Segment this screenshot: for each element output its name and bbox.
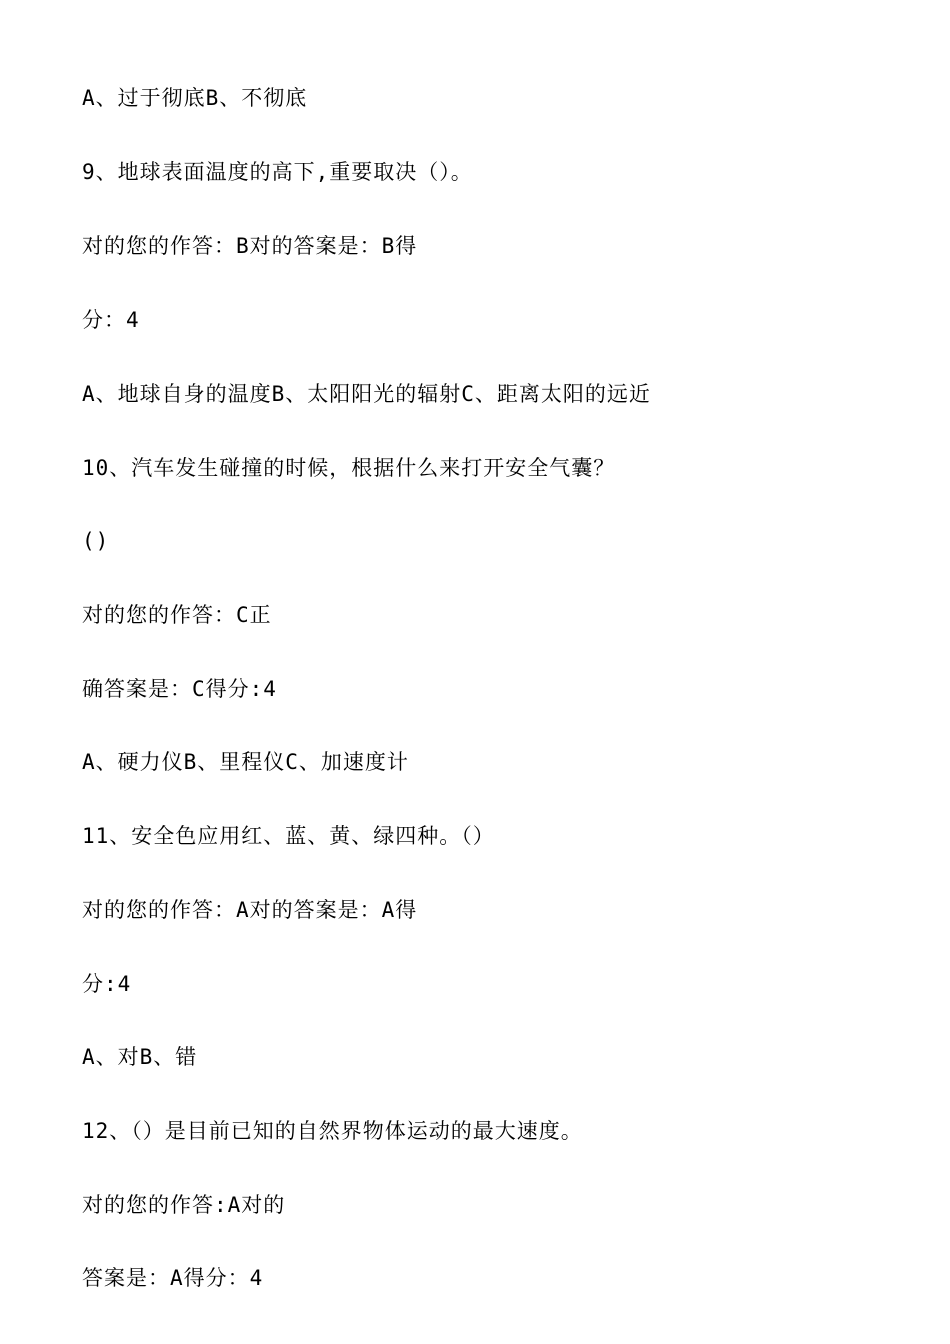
answer-line-q10: 对的您的作答：C正 (82, 603, 272, 627)
score-line-q11: 分:4 (82, 972, 132, 996)
option-line-q11: A、对B、错 (82, 1045, 198, 1069)
question-10: 10、汽车发生碰撞的时候，根据什么来打开安全气囊？ (82, 456, 616, 480)
answer-line-q11: 对的您的作答：A对的答案是：A得 (82, 898, 418, 922)
score-line-q12: 答案是：A得分：4 (82, 1266, 264, 1290)
option-line-q9: A、地球自身的温度B、太阳阳光的辐射C、距离太阳的远近 (82, 382, 651, 406)
answer-line-q12: 对的您的作答:A对的 (82, 1193, 286, 1217)
question-12: 12、（）是目前已知的自然界物体运动的最大速度。 (82, 1119, 583, 1143)
question-11: 11、安全色应用红、蓝、黄、绿四种。（） (82, 824, 495, 848)
question-10-blank: () (82, 529, 110, 553)
option-line-q8: A、过于彻底B、不彻底 (82, 86, 308, 110)
question-9: 9、地球表面温度的高下,重要取决（）。 (82, 160, 473, 184)
option-line-q10: A、硬力仪B、里程仪C、加速度计 (82, 750, 409, 774)
score-line-q9: 分：4 (82, 308, 140, 332)
score-line-q10: 确答案是：C得分:4 (82, 677, 277, 701)
answer-line-q9: 对的您的作答：B对的答案是：B得 (82, 234, 418, 258)
